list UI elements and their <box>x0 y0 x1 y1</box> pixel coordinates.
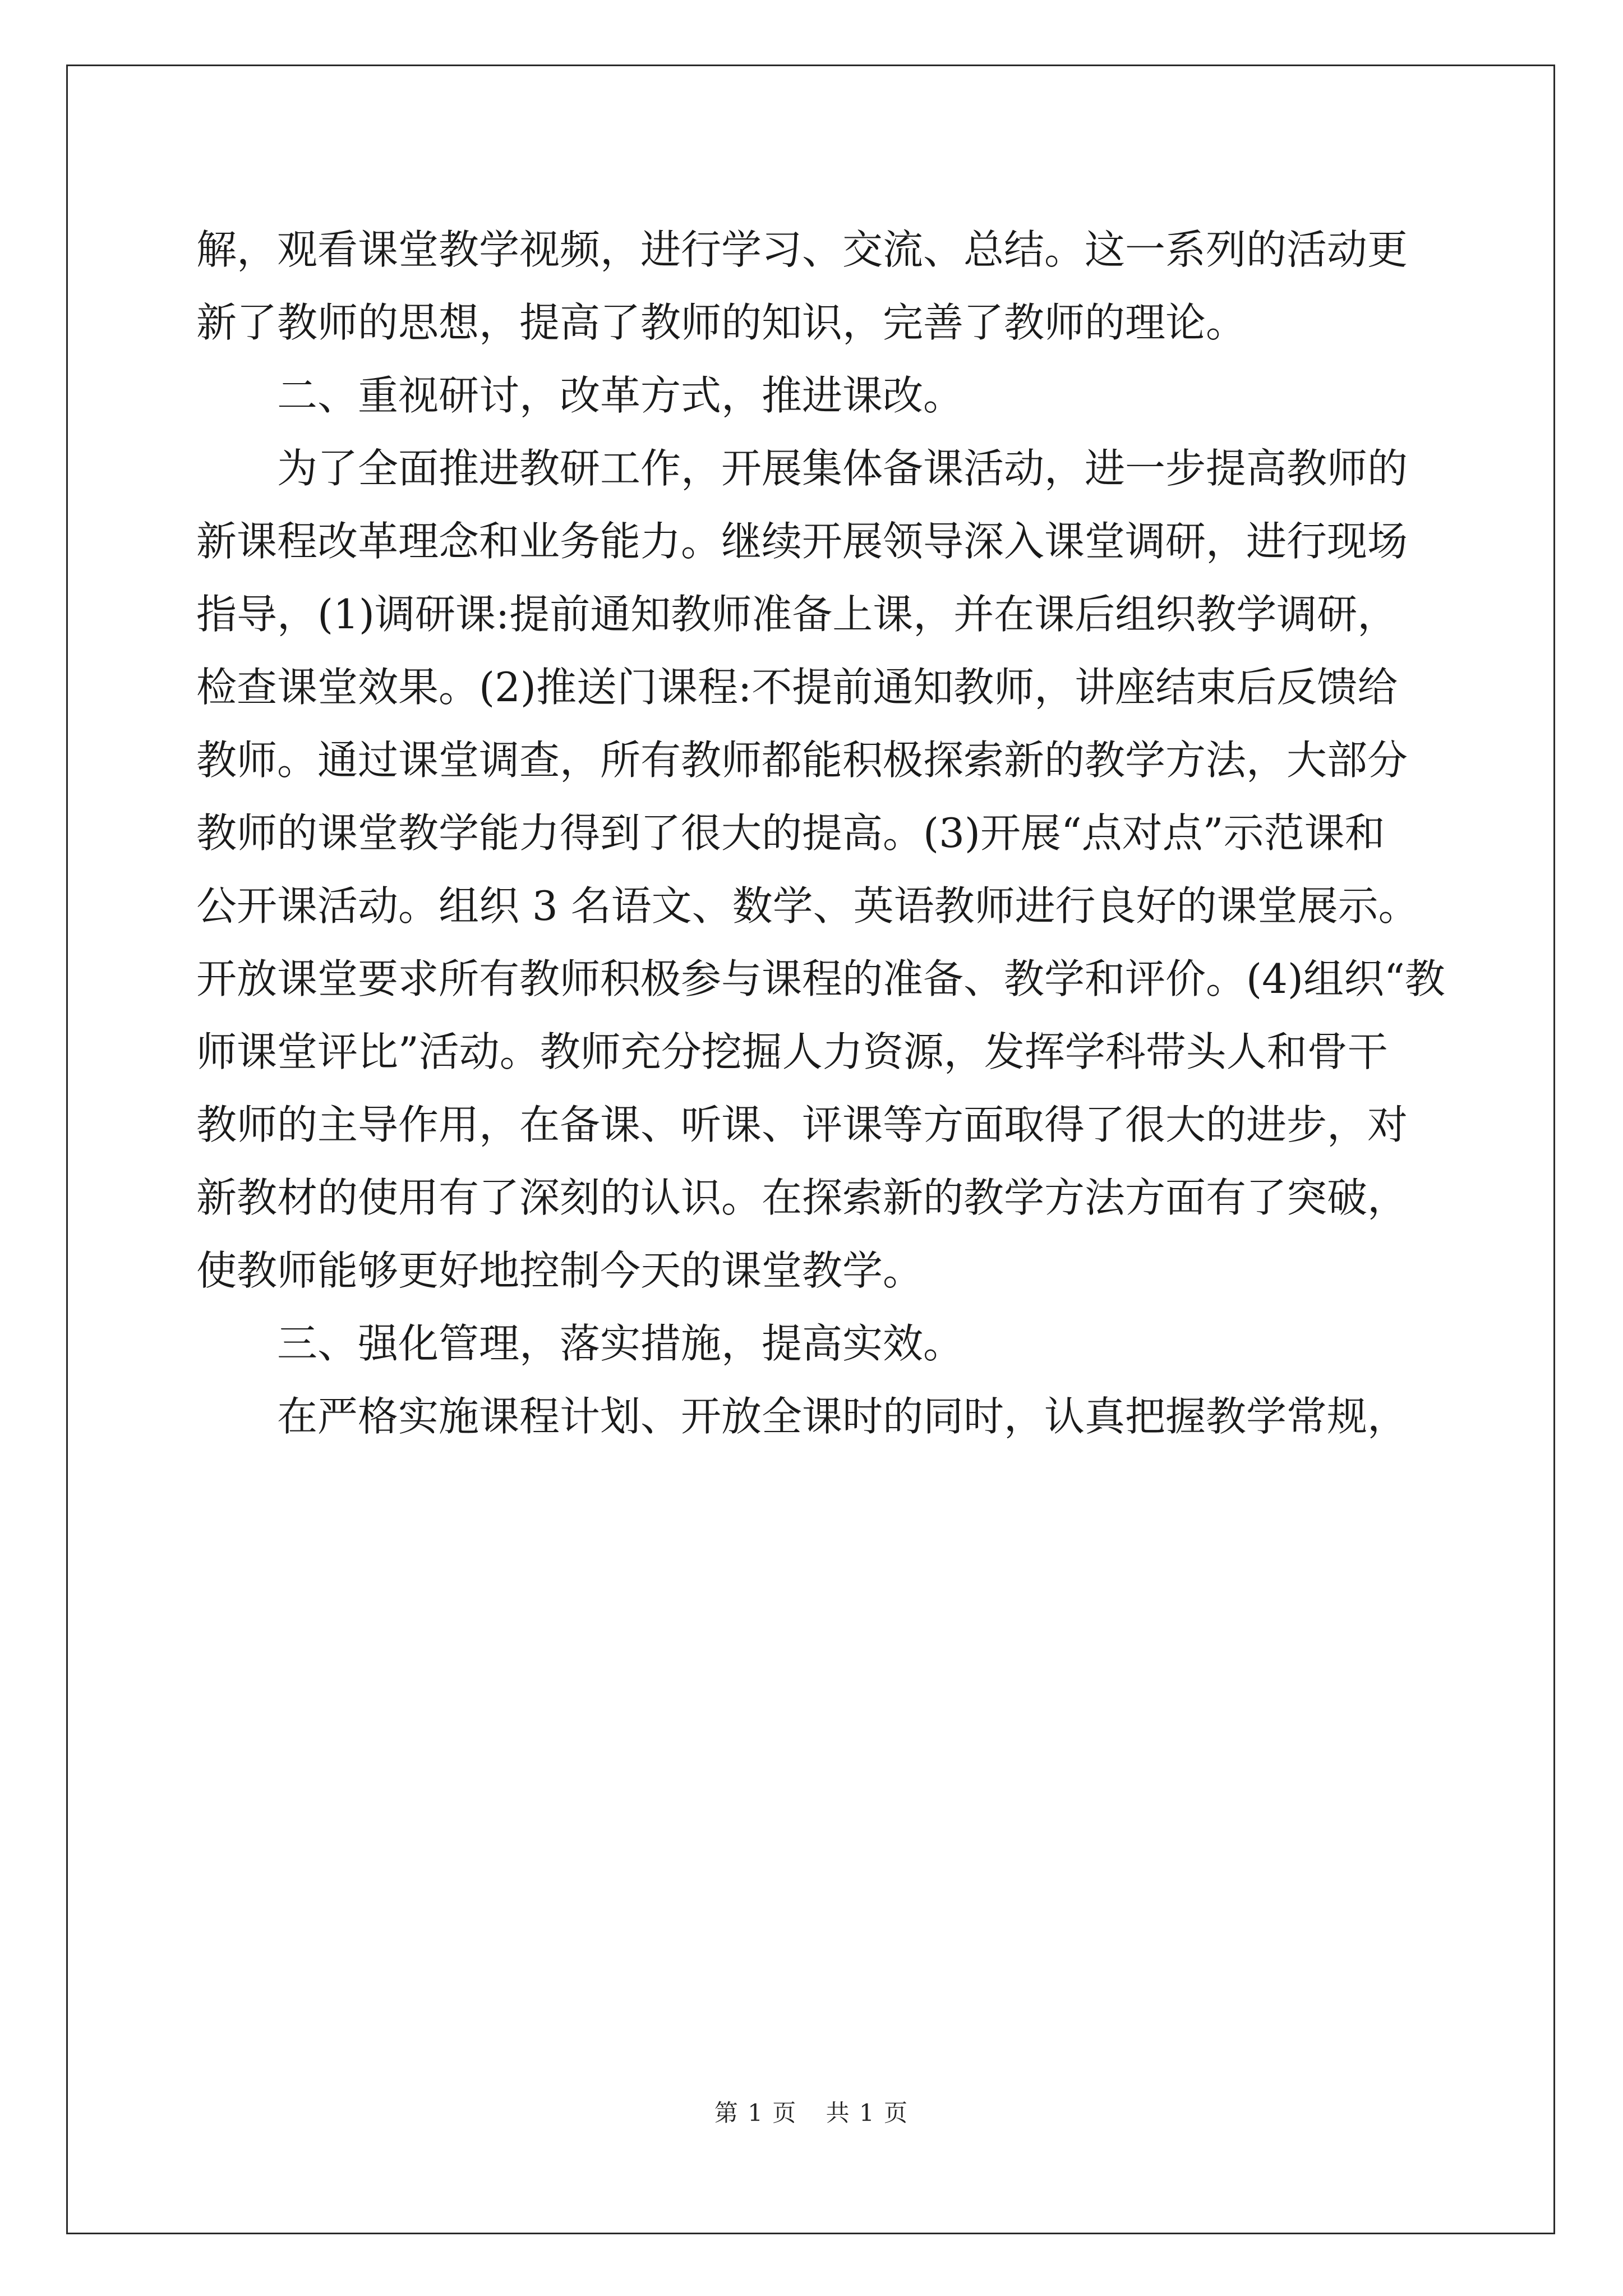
document-body <box>196 213 1445 1453</box>
text-line: 新了教师的思想，提高了教师的知识，完善了教师的理论。 <box>196 299 1247 346</box>
page-total: 共 1 页 <box>826 2099 909 2127</box>
text-line: 教师的课堂教学能力得到了很大的提高。(3)开展“点对点”示范课和 <box>196 809 1385 857</box>
text-line: 解，观看课堂教学视频，进行学习、交流、总结。这一系列的活动更 <box>196 226 1408 273</box>
text-line: 指导，(1)调研课:提前通知教师准备上课，并在课后组织教学调研， <box>196 591 1398 638</box>
text-line: 教师。通过课堂调查，所有教师都能积极探索新的教学方法，大部分 <box>196 737 1408 784</box>
text-line: 教师的主导作用，在备课、听课、评课等方面取得了很大的进步，对 <box>196 1101 1408 1148</box>
text-line: 开放课堂要求所有教师积极参与课程的准备、教学和评价。(4)组织“教 <box>196 955 1445 1002</box>
section-heading: 二、重视研讨，改革方式，推进课改。 <box>277 372 964 419</box>
section-heading: 三、强化管理，落实措施，提高实效。 <box>277 1320 964 1367</box>
page-footer <box>0 2095 1623 2128</box>
text-line: 在严格实施课程计划、开放全课时的同时，认真把握教学常规， <box>277 1393 1408 1440</box>
text-line: 使教师能够更好地控制今天的课堂教学。 <box>196 1247 924 1294</box>
text-line: 师课堂评比”活动。教师充分挖掘人力资源，发挥学科带头人和骨干 <box>196 1028 1388 1075</box>
text-line: 新教材的使用有了深刻的认识。在探索新的教学方法方面有了突破， <box>196 1174 1408 1221</box>
page-number: 第 1 页 <box>714 2099 797 2127</box>
text-line: 为了全面推进教研工作，开展集体备课活动，进一步提高教师的 <box>277 445 1408 492</box>
text-line: 检查课堂效果。(2)推送门课程:不提前通知教师，讲座结束后反馈给 <box>196 664 1398 711</box>
text-line: 公开课活动。组织 3 名语文、数学、英语教师进行良好的课堂展示。 <box>196 882 1419 930</box>
text-line: 新课程改革理念和业务能力。继续开展领导深入课堂调研，进行现场 <box>196 518 1408 565</box>
